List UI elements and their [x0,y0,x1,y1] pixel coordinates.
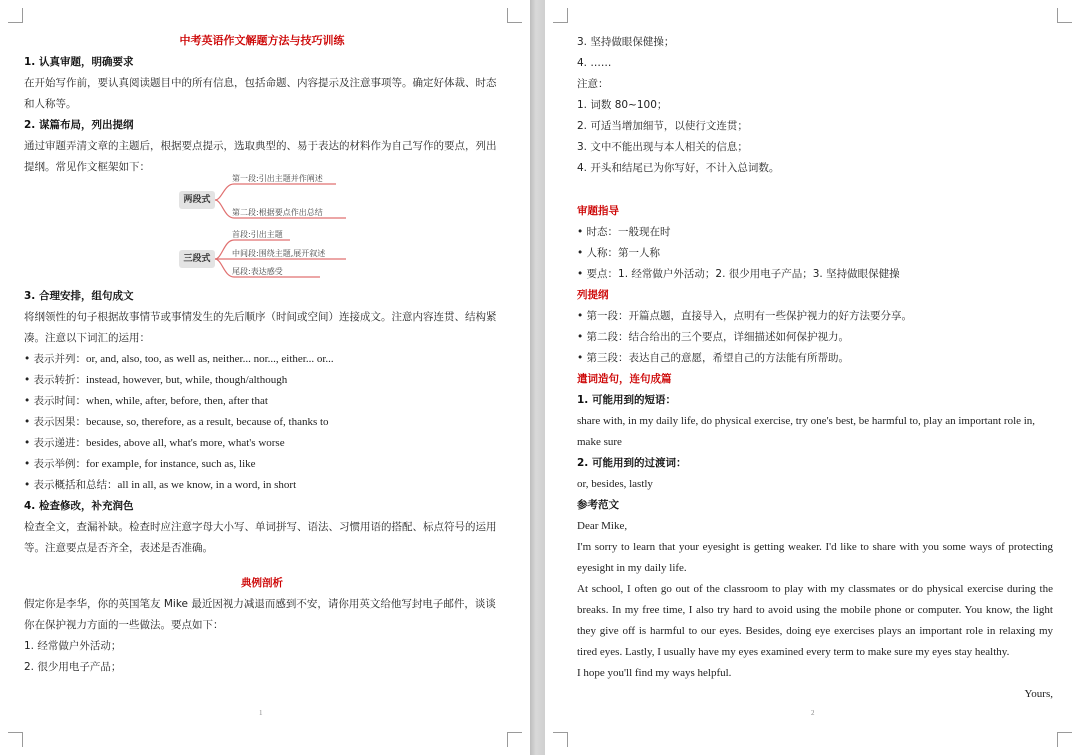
two-paragraph-item-2: 第二段:根据要点作出总结 [232,208,323,217]
section-2-text: 通过审题弄清文章的主题后，根据要点提示，选取典型的、易于表达的材料作为自己写作的要点，列出提纲。常见作文框架如下： [24,140,497,173]
letter-paragraph: I'm sorry to learn that your eyesight is getting weaker. I'd like to share with you some ways of protecting eyesight in my daily life. [577,541,1053,574]
margin-mark [8,732,23,747]
guide-item: • 要点：1. 经常做户外活动；2. 很少用电子产品；3. 坚持做眼保健操 [577,264,1053,285]
transitions-text: or, besides, lastly [577,478,653,490]
page-gutter [530,0,545,755]
section-4-text: 检查全文，查漏补缺。检查时应注意字母大小写、单词拼写、语法、习惯用语的搭配、标点符号的运用等。注意要点是否齐全，表述是否准确。 [24,521,497,554]
note-item: 4. 开头和结尾已为你写好，不计入总词数。 [577,162,780,174]
list-item: • 表示因果：because, so, therefore, as a result, because of, thanks to [24,412,500,433]
guide-item: • 人称：第一人称 [577,243,1053,264]
example-prompt: 假定你是李华，你的英国笔友 Mike 最近因视力减退而感到不安，请你用英文给他写封电子邮件，谈谈你在保护视力方面的一些做法。要点如下： [24,598,496,631]
connective-list [24,349,500,496]
three-paragraph-item-2: 中间段:围绕主题,展开叙述 [232,249,326,258]
example-heading: 典例剖析 [241,577,283,589]
section-2-heading: 2. 谋篇布局，列出提纲 [24,119,134,131]
section-4-heading: 4. 检查修改，补充润色 [24,500,134,512]
letter-greeting: Dear Mike, [577,520,628,532]
margin-mark [507,732,522,747]
two-paragraph-node: 两段式 [179,191,215,209]
list-item: • 表示并列：or, and, also, too, as well as, neither... nor..., either... or... [24,349,500,370]
essay-structure-diagram [24,174,500,286]
list-item: • 表示概括和总结：all in all, as we know, in a word, in short [24,475,500,496]
margin-mark [8,8,23,23]
list-item: • 表示递进：besides, above all, what's more, what's worse [24,433,500,454]
document-title: 中考英语作文解题方法与技巧训练 [179,34,345,47]
margin-mark [553,8,568,23]
list-item: • 表示转折：instead, however, but, while, though/although [24,370,500,391]
guide-heading: 审题指导 [577,205,619,217]
list-item: • 表示时间：when, while, after, before, then, after that [24,391,500,412]
three-paragraph-item-1: 首段:引出主题 [232,230,283,239]
margin-mark [507,8,522,23]
two-paragraph-item-1: 第一段:引出主题并作阐述 [232,174,323,183]
letter-paragraph: At school, I often go out of the classroom to play with my classmates or do physical exercise during the breaks. In my free time, I also try hard to avoid using the mobile phone or computer. You know, the light they give off is harmful to our eyes. Besides, doing eye exercises plays an important role in relaxing my tired eyes. Lastly, I usually have my eyes examined every term to make sure my eyes stay healthy. [577,583,1053,658]
page-number: 1 [259,709,263,717]
three-paragraph-item-3: 尾段:表达感受 [232,267,283,276]
three-paragraph-node: 三段式 [179,250,215,268]
margin-mark [1057,8,1072,23]
section-1-heading: 1. 认真审题，明确要求 [24,56,134,68]
note-item: 2. 可适当增加细节，以使行文连贯； [577,120,748,132]
document-page-2 [545,0,1080,755]
document-page-1 [0,0,530,755]
outline-item: • 第二段：结合给出的三个要点，详细描述如何保护视力。 [577,327,1053,348]
outline-item: • 第三段：表达自己的意愿，希望自己的方法能有所帮助。 [577,348,1053,369]
margin-mark [1057,732,1072,747]
section-1-text: 在开始写作前，要认真阅读题目中的所有信息，包括命题、内容提示及注意事项等。确定好体裁、时态和人称等。 [24,77,497,110]
note-item: 3. 文中不能出现与本人相关的信息； [577,141,748,153]
phrases-heading: 1. 可能用到的短语： [577,394,676,406]
writing-heading: 遣词造句，连句成篇 [577,373,672,385]
sample-essay-heading: 参考范文 [577,499,619,511]
letter-closing: Yours, [1024,688,1053,700]
sample-letter [577,516,1053,705]
example-point: 3. 坚持做眼保健操； [577,36,675,48]
section-3-text: 将纲领性的句子根据故事情节或事情发生的先后顺序（时间或空间）连接成文。注意内容连贯、结构紧凑。注意以下词汇的运用： [24,311,497,344]
list-item: • 表示举例：for example, for instance, such as, like [24,454,500,475]
letter-paragraph: I hope you'll find my ways helpful. [577,667,732,679]
example-point: 1. 经常做户外活动； [24,640,122,652]
outline-heading: 列提纲 [577,289,609,301]
example-point: 2. 很少用电子产品； [24,661,122,673]
example-point: 4. …… [577,57,612,69]
guide-item: • 时态：一般现在时 [577,222,1053,243]
margin-mark [553,732,568,747]
outline-item: • 第一段：开篇点题，直接导入，点明有一些保护视力的好方法要分享。 [577,306,1053,327]
phrases-text: share with, in my daily life, do physical exercise, try one's best, be harmful to, play an important role in, make sure [577,415,1036,448]
note-item: 1. 词数 80~100； [577,99,668,111]
page-number: 2 [811,709,815,717]
transitions-heading: 2. 可能用到的过渡词： [577,457,687,469]
notes-heading: 注意： [577,78,609,90]
section-3-heading: 3. 合理安排，组句成文 [24,290,134,302]
